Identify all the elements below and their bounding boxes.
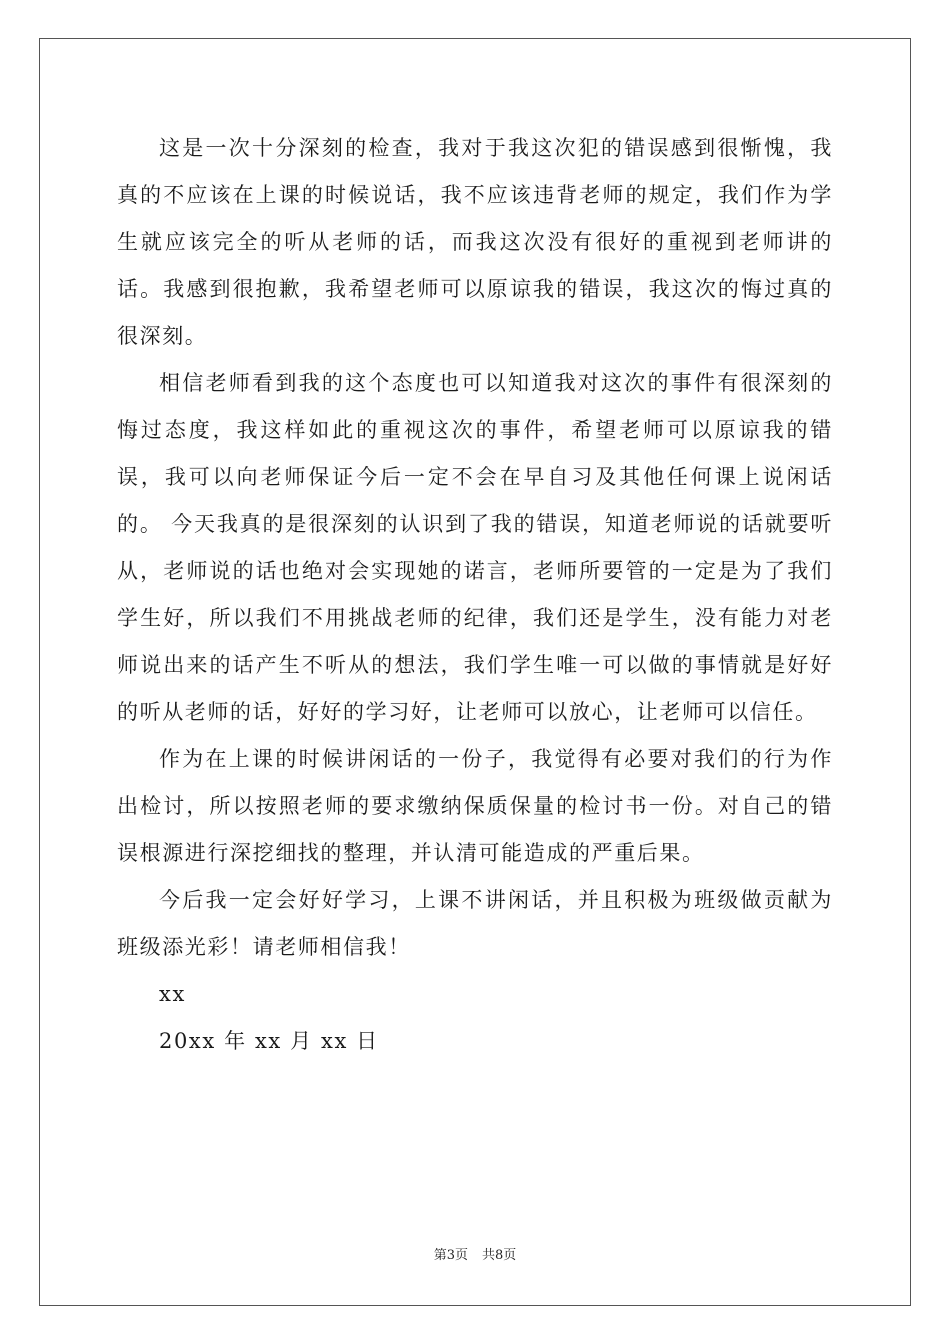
paragraph-2: 相信老师看到我的这个态度也可以知道我对这次的事件有很深刻的悔过态度，我这样如此的重视这次的事件，希望老师可以原谅我的错误，我可以向老师保证今后一定不会在早自习及其他任何课上说闲话的。 今天我真的是很深刻的认识到了我的错误，知道老师说的话就要听从，老师说的话也绝对会实现她的诺言，老师所要管的一定是为了我们学生好，所以我们不用挑战老师的纪律，我们还是学生，没有能力对老师说出来的话产生不听从的想法，我们学生唯一可以做的事情就是好好的听从老师的话，好好的学习好，让老师可以放心，让老师可以信任。: [117, 371, 833, 724]
signature: xx: [159, 982, 186, 1006]
document-body: [117, 125, 833, 1065]
paragraph-1: 这是一次十分深刻的检查，我对于我这次犯的错误感到很惭愧，我真的不应该在上课的时候说话，我不应该违背老师的规定，我们作为学生就应该完全的听从老师的话，而我这次没有很好的重视到老师讲的话。我感到很抱歉，我希望老师可以原谅我的错误，我这次的悔过真的很深刻。: [117, 136, 833, 348]
page-total: 共8页: [482, 1248, 517, 1263]
page-footer: [0, 1247, 950, 1265]
paragraph-3: 作为在上课的时候讲闲话的一份子，我觉得有必要对我们的行为作出检讨，所以按照老师的要求缴纳保质保量的检讨书一份。对自己的错误根源进行深挖细找的整理，并认清可能造成的严重后果。: [117, 747, 833, 865]
page-number: 第3页: [433, 1248, 468, 1263]
paragraph-4: 今后我一定会好好学习，上课不讲闲话，并且积极为班级做贡献为班级添光彩！请老师相信我！: [117, 888, 833, 959]
date-line: 20xx 年 xx 月 xx 日: [159, 1029, 379, 1053]
